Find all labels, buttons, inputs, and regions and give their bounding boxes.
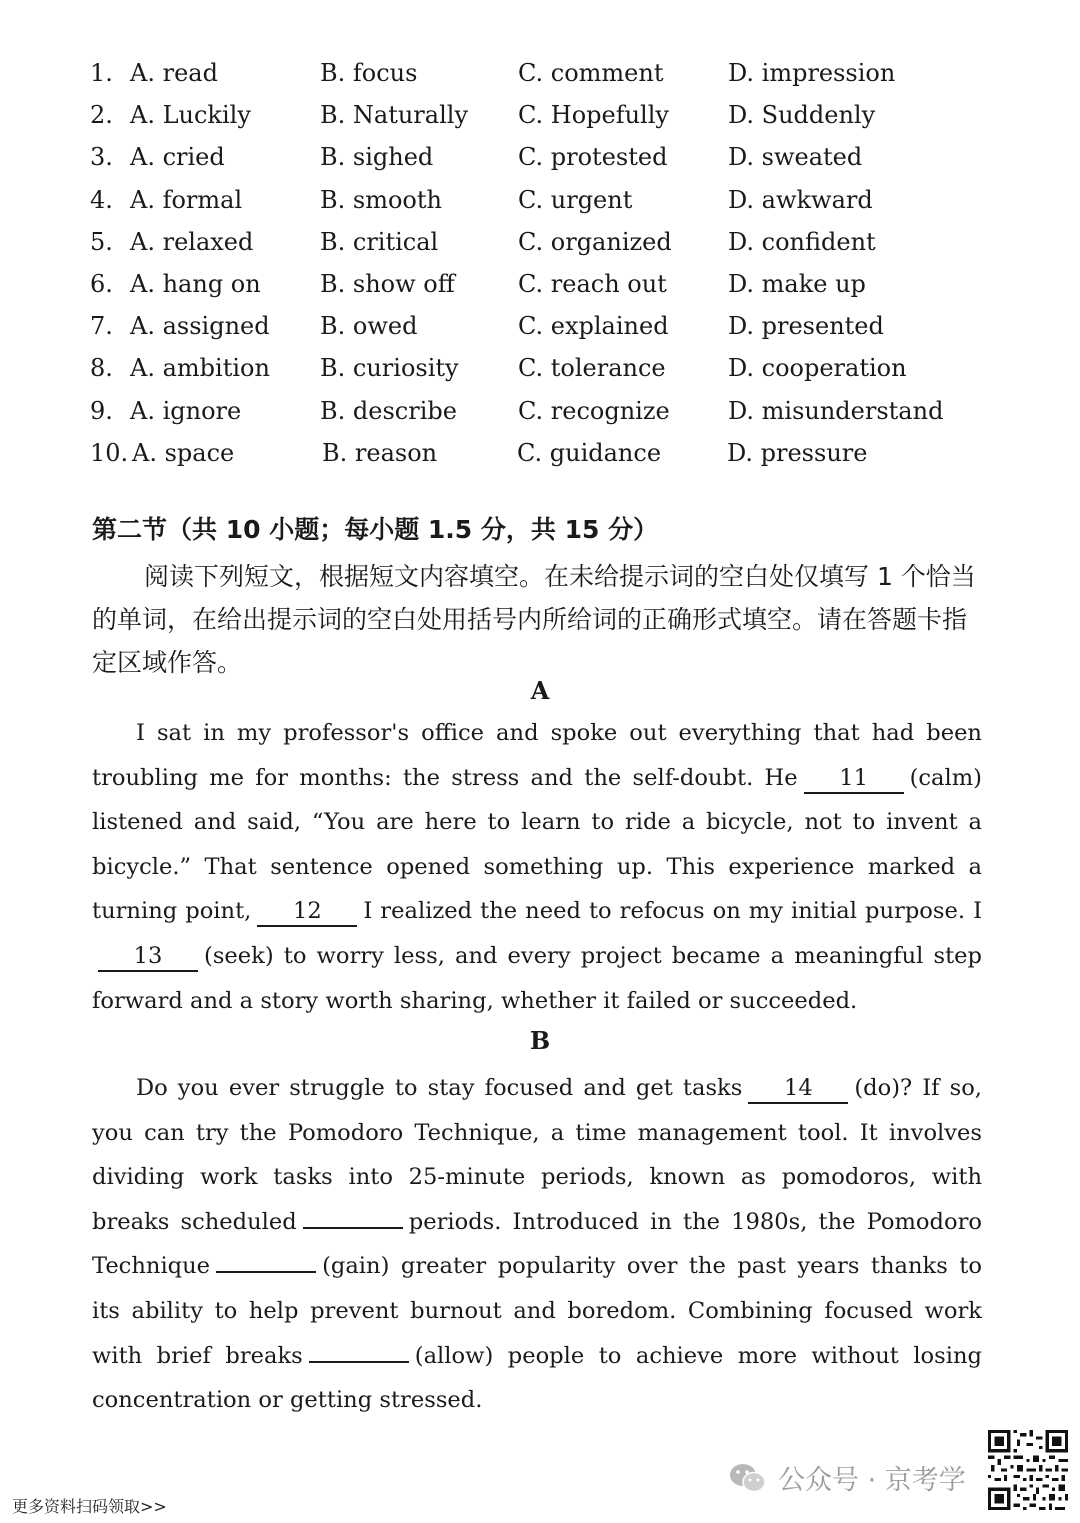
- blank-16[interactable]: [216, 1271, 316, 1273]
- passage-b: [92, 1066, 982, 1423]
- option-c: C. recognize: [518, 396, 670, 425]
- passage-text: I realized the need to refocus on my initial purpose. I: [363, 898, 982, 925]
- passage-text: (seek) to worry less, and every project became a meaningful step forward and a story worth sharing, whether it failed or succeeded.: [92, 942, 982, 1014]
- question-number: 10.: [90, 438, 129, 467]
- option-c: C. guidance: [517, 438, 662, 467]
- option-d: D. Suddenly: [728, 101, 876, 130]
- passage-text: Do you ever struggle to stay focused and get tasks: [136, 1075, 743, 1101]
- option-b: B. sighed: [320, 143, 434, 172]
- option-d: D. misunderstand: [728, 396, 944, 425]
- option-a: A. read: [130, 59, 218, 87]
- blank-17[interactable]: [309, 1361, 409, 1363]
- question-number: 6.: [90, 269, 113, 298]
- question-number: 3.: [90, 143, 113, 172]
- option-b: B. Naturally: [320, 101, 468, 130]
- qr-code[interactable]: [988, 1430, 1068, 1510]
- option-b: B. describe: [320, 396, 457, 425]
- option-c: C. tolerance: [518, 354, 666, 383]
- option-d: D. awkward: [728, 185, 873, 214]
- option-a: A. relaxed: [130, 227, 254, 256]
- option-a: A. formal: [130, 185, 243, 214]
- passage-b-label: B: [529, 1026, 551, 1055]
- option-c: C. organized: [518, 227, 672, 256]
- option-a: A. assigned: [130, 312, 270, 341]
- option-c: C. explained: [518, 312, 669, 341]
- option-c: C. comment: [518, 59, 664, 87]
- watermark-text: 公众号 · 京考学: [778, 1465, 966, 1496]
- question-number: 7.: [90, 312, 113, 341]
- wechat-icon: [728, 1461, 768, 1495]
- blank-14[interactable]: 14: [748, 1074, 848, 1104]
- option-c: C. protested: [518, 143, 668, 172]
- question-number: 2.: [90, 101, 113, 130]
- option-a: A. space: [132, 438, 235, 467]
- blank-13[interactable]: 13: [98, 942, 198, 972]
- option-d: D. cooperation: [728, 354, 907, 383]
- option-b: B. smooth: [320, 185, 442, 214]
- option-b: B. owed: [320, 312, 418, 341]
- question-number: 8.: [90, 354, 113, 383]
- option-d: D. confident: [728, 227, 876, 256]
- option-b: B. critical: [320, 227, 439, 256]
- passage-text: (do)? If so, you can try the Pomodoro Technique, a time management tool. It involves dividing work tasks into 25-minute periods, known as pomodoros, with breaks scheduled: [92, 1075, 982, 1235]
- question-number: 5.: [90, 227, 113, 256]
- passage-a: [92, 711, 982, 1023]
- passage-text: (allow) people to achieve more without losing concentration or getting stressed.: [92, 1342, 982, 1414]
- watermark: [728, 1458, 966, 1497]
- option-a: A. hang on: [130, 269, 261, 298]
- more-materials-link[interactable]: 更多资料扫码领取>>: [12, 1497, 167, 1516]
- question-number: 9.: [90, 396, 113, 425]
- blank-12[interactable]: 12: [257, 897, 357, 927]
- question-number: 4.: [90, 185, 113, 214]
- option-b: B. curiosity: [320, 354, 459, 383]
- passage-a-label: A: [530, 676, 550, 705]
- blank-11[interactable]: 11: [804, 764, 904, 794]
- option-d: D. presented: [728, 312, 884, 341]
- option-d: D. pressure: [727, 438, 868, 467]
- option-d: D. sweated: [728, 143, 863, 172]
- section-instructions: 阅读下列短文，根据短文内容填空。在未给提示词的空白处仅填写 1 个恰当的单词，在给出提示词的空白处用括号内所给词的正确形式填空。请在答题卡指定区域作答。: [92, 562, 976, 677]
- option-c: C. reach out: [518, 269, 667, 298]
- section-heading: 第二节（共 10 小题；每小题 1.5 分，共 15 分）: [92, 515, 659, 544]
- option-a: A. Luckily: [130, 101, 251, 130]
- option-b: B. reason: [322, 438, 438, 467]
- option-d: D. make up: [728, 269, 866, 298]
- option-c: C. Hopefully: [518, 101, 669, 130]
- passage-text: periods. Introduced in the 1980s, the Pomodoro Technique: [92, 1208, 982, 1280]
- option-b: B. show off: [320, 269, 455, 298]
- option-a: A. ignore: [130, 396, 242, 425]
- option-a: A. ambition: [130, 354, 270, 383]
- passage-text: I sat in my professor's office and spoke out everything that had been troubling me for months: the stress and the self-doubt. He: [92, 720, 982, 791]
- question-number: 1.: [90, 59, 113, 87]
- option-b: B. focus: [320, 59, 418, 87]
- passage-text: (gain) greater popularity over the past years thanks to its ability to help prevent burnout and boredom. Combining focused work with brief breaks: [92, 1253, 982, 1369]
- option-d: D. impression: [728, 59, 896, 87]
- blank-15[interactable]: [303, 1227, 403, 1229]
- passage-text: (calm) listened and said, “You are here to learn to ride a bicycle, not to invent a bicycle.” That sentence opened something up. This experience marked a turning point,: [92, 764, 982, 925]
- option-c: C. urgent: [518, 185, 633, 214]
- option-a: A. cried: [130, 143, 225, 172]
